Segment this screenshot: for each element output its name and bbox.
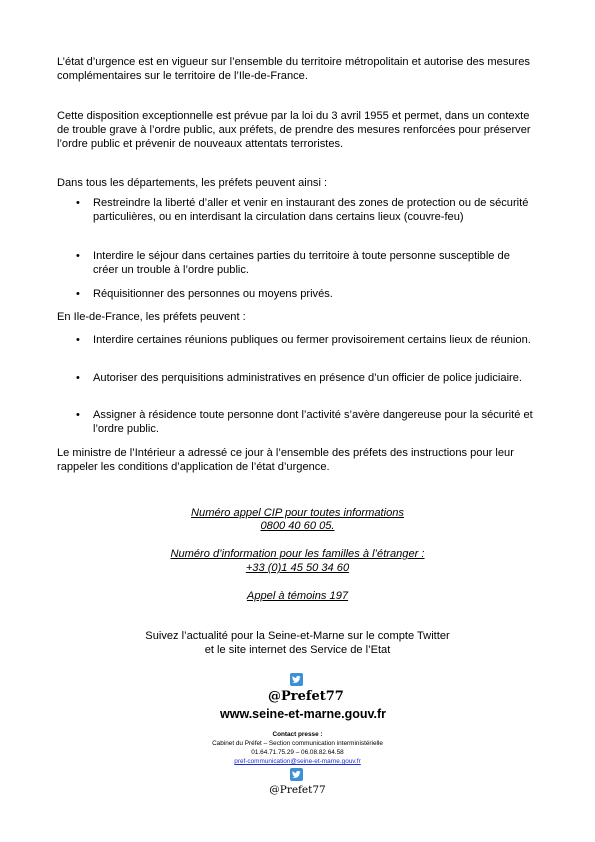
intro-paragraph-3: Dans tous les départements, les préfets peuvent ainsi : bbox=[57, 177, 328, 189]
list-item: Autoriser des perquisitions administratives en présence d’un officier de police judiciaire. bbox=[93, 372, 522, 384]
list-item: Restreindre la liberté d’aller et venir en instaurant des zones de protection ou de sécurité particulières, ou en interdisant la circulation dans certains lieux (couvre-feu) bbox=[93, 197, 529, 224]
witnesses-call[interactable]: Appel à témoins 197 bbox=[246, 590, 349, 602]
idf-intro: En Ile-de-France, les préfets peuvent : bbox=[57, 311, 246, 323]
cip-label: Numéro appel CIP pour toutes informations bbox=[191, 507, 404, 519]
bullet-marker: • bbox=[76, 409, 80, 421]
press-contact-email-wrap bbox=[0, 758, 595, 767]
press-twitter-handle[interactable]: @Prefet77 bbox=[269, 784, 326, 796]
cip-number[interactable]: 0800 40 60 05. bbox=[260, 520, 335, 532]
website-url[interactable]: www.seine-et-marne.gouv.fr bbox=[220, 707, 387, 721]
twitter-handle[interactable]: @Prefet77 bbox=[268, 689, 344, 704]
list-item: Interdire certaines réunions publiques ou fermer provisoirement certains lieux de réunion. bbox=[93, 334, 531, 346]
twitter-bird-icon[interactable] bbox=[290, 673, 303, 686]
press-contact-phones: 01.64.71.75.29 – 06.08.82.64.58 bbox=[251, 749, 344, 756]
list-item: Interdire le séjour dans certaines parties du territoire à toute personne susceptible de créer un trouble à l’ordre public. bbox=[93, 250, 510, 277]
families-number[interactable]: +33 (0)1 45 50 34 60 bbox=[245, 562, 350, 574]
closing-paragraph: Le ministre de l’Intérieur a adressé ce jour à l’ensemble des préfets des instructions pour leur rappeler les conditions d’application de l’état d’urgence. bbox=[57, 447, 514, 474]
follow-line-1: Suivez l’actualité pour la Seine-et-Marne sur le compte Twitter bbox=[145, 630, 450, 642]
list-item: Réquisitionner des personnes ou moyens privés. bbox=[93, 288, 333, 300]
bullet-marker: • bbox=[76, 250, 80, 262]
bullet-marker: • bbox=[76, 372, 80, 384]
bullet-marker: • bbox=[76, 334, 80, 346]
intro-paragraph-2: Cette disposition exceptionnelle est prévue par la loi du 3 avril 1955 et permet, dans un contexte de trouble grave à l’ordre public, aux préfets, de prendre des mesures renforcées pour préserver l’ordre public et prévenir de nouveaux attentats terroristes. bbox=[57, 110, 531, 151]
press-contact-office: Cabinet du Préfet – Section communication interministérielle bbox=[212, 740, 383, 747]
intro-paragraph-1: L’état d’urgence est en vigueur sur l’ensemble du territoire métropolitain et autorise des mesures complémentaires sur le territoire de l’Ile-de-France. bbox=[57, 56, 530, 83]
twitter-bird-icon[interactable] bbox=[290, 768, 303, 781]
bullet-marker: • bbox=[76, 197, 80, 209]
follow-line-2: et le site internet des Service de l’Etat bbox=[204, 644, 391, 656]
bullet-marker: • bbox=[76, 288, 80, 300]
press-contact-title: Contact presse : bbox=[272, 731, 323, 738]
press-contact-email[interactable]: pref-communication@seine-et-marne.gouv.fr bbox=[234, 758, 361, 765]
list-item: Assigner à résidence toute personne dont l’activité s’avère dangereuse pour la sécurité et l’ordre public. bbox=[93, 409, 533, 436]
families-label: Numéro d’information pour les familles à l’étranger : bbox=[170, 548, 425, 560]
